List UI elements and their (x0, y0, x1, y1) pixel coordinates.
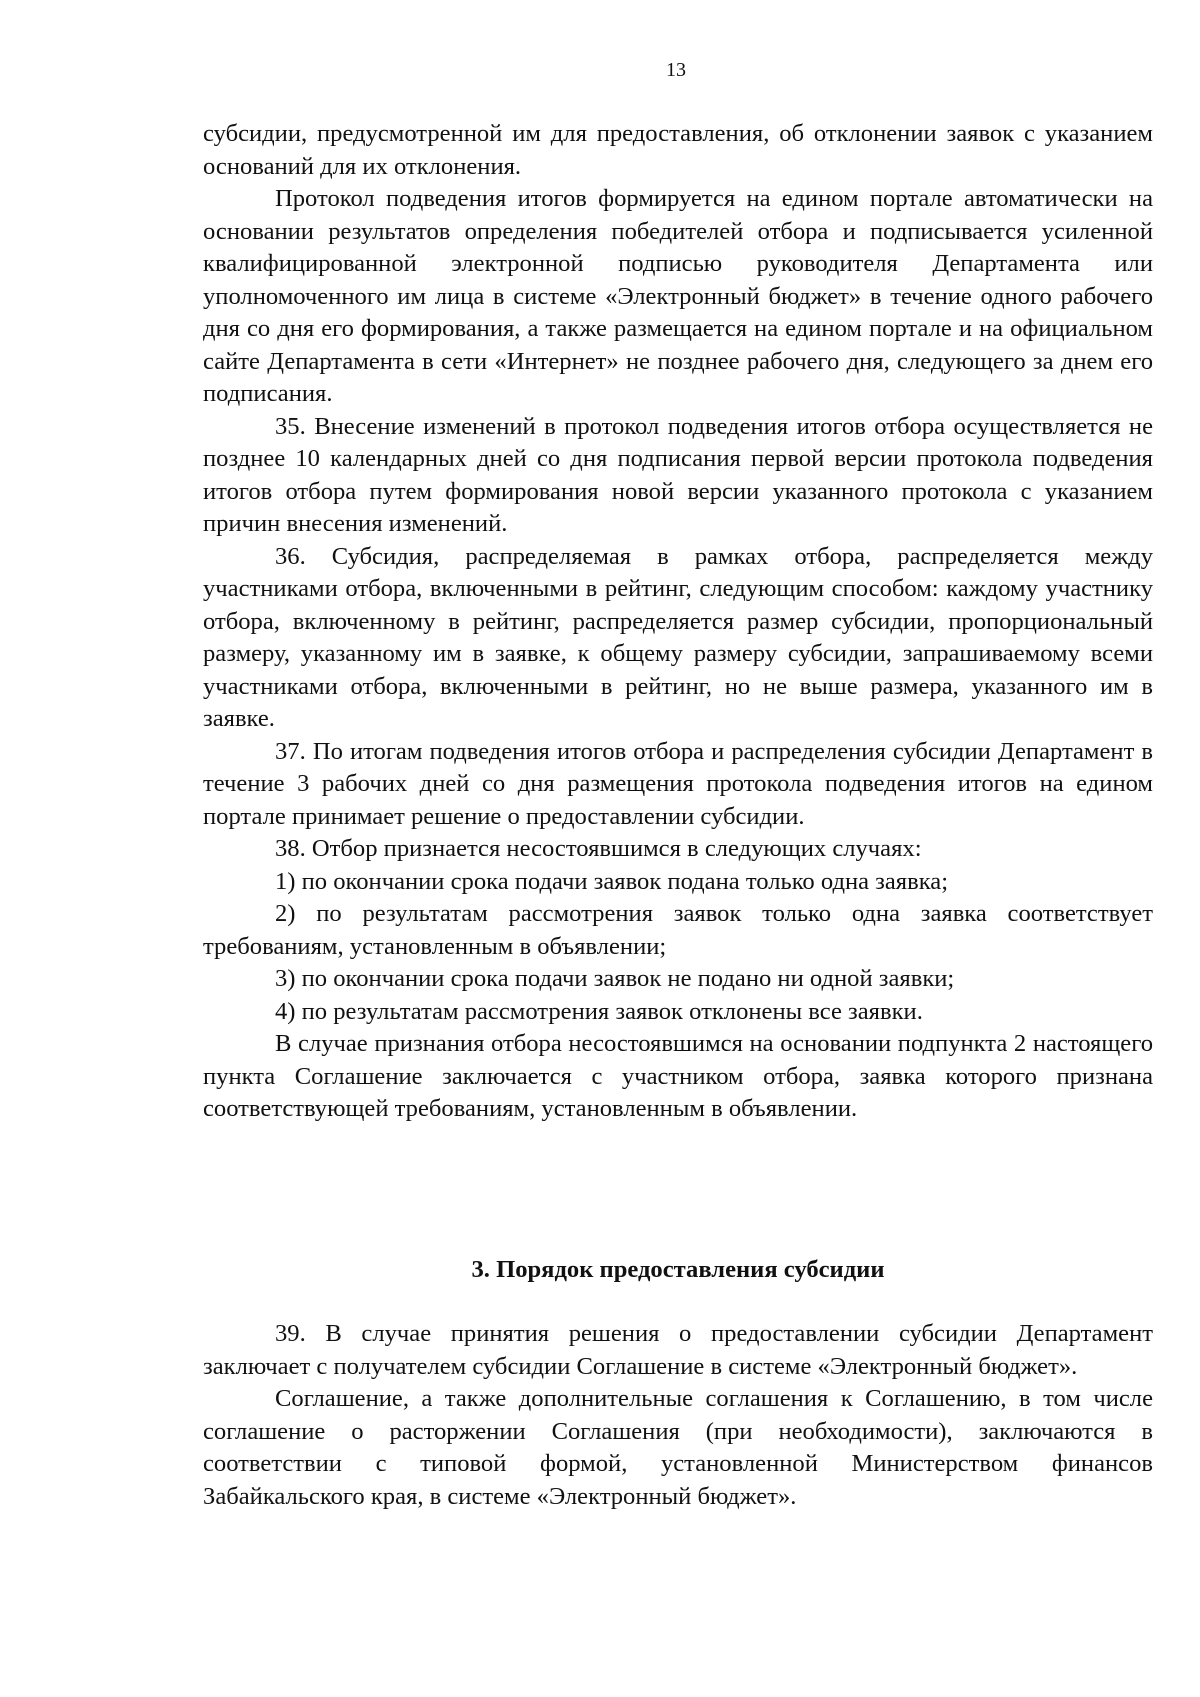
body-text-block-1 (203, 118, 1153, 1126)
paragraph-agreement: Соглашение, а также дополнительные соглашения к Соглашению, в том числе соглашение о расторжении Соглашения (при необходимости), заключаются в соответствии с типовой формой, установленной Министерством финансов Забайкальского края, в системе «Электронный бюджет». (203, 1385, 1153, 1510)
page-number: 13 (666, 59, 686, 81)
paragraph-item-38: 38. Отбор признается несостоявшимся в следующих случаях: (275, 835, 922, 862)
paragraph-item-35: 35. Внесение изменений в протокол подведения итогов отбора осуществляется не позднее 10 календарных дней со дня подписания первой версии протокола подведения итогов отбора путем формирования новой версии указанного протокола с указанием причин внесения изменений. (203, 412, 1153, 537)
list-item-38-2: 2) по результатам рассмотрения заявок только одна заявка соответствует требованиям, установленным в объявлении; (203, 900, 1153, 960)
list-item-38-1: 1) по окончании срока подачи заявок подана только одна заявка; (275, 867, 949, 895)
list-item-38-3: 3) по окончании срока подачи заявок не подано ни одной заявки; (275, 965, 955, 992)
paragraph-item-39: 39. В случае принятия решения о предоставлении субсидии Департамент заключает с получателем субсидии Соглашение в системе «Электронный бюджет». (203, 1320, 1153, 1380)
paragraph-protocol: Протокол подведения итогов формируется на едином портале автоматически на основании результатов определения победителей отбора и подписывается усиленной квалифицированной электронной подписью руководителя Департамента или уполномоченного им лица в системе «Электронный бюджет» в течение одного рабочего дня со дня его формирования, а также размещается на едином портале и на официальном сайте Департамента в сети «Интернет» не позднее рабочего дня, следующего за днем его подписания. (203, 185, 1153, 407)
list-item-38-4: 4) по результатам рассмотрения заявок отклонены все заявки. (275, 997, 923, 1025)
body-text-block-2 (203, 1318, 1153, 1513)
paragraph-item-36: 36. Субсидия, распределяемая в рамках отбора, распределяется между участниками отбора, включенными в рейтинг, следующим способом: каждому участнику отбора, включенному в рейтинг, распределяется размер субсидии, пропорциональный размеру, указанному им в заявке, к общему размеру субсидии, запрашиваемому всеми участниками отбора, включенными в рейтинг, но не выше размера, указанного им в заявке. (203, 542, 1153, 732)
section-heading: 3. Порядок предоставления субсидии (471, 1256, 885, 1283)
paragraph-continuation: субсидии, предусмотренной им для предоставления, об отклонении заявок с указанием оснований для их отклонения. (203, 120, 1153, 180)
paragraph-failed-selection: В случае признания отбора несостоявшимся на основании подпункта 2 настоящего пункта Соглашение заключается с участником отбора, заявка которого признана соответствующей требованиям, установленным в объявлении. (203, 1030, 1153, 1122)
paragraph-item-37: 37. По итогам подведения итогов отбора и распределения субсидии Департамент в течение 3 рабочих дней со дня размещения протокола подведения итогов на едином портале принимает решение о предоставлении субсидии. (203, 737, 1153, 830)
